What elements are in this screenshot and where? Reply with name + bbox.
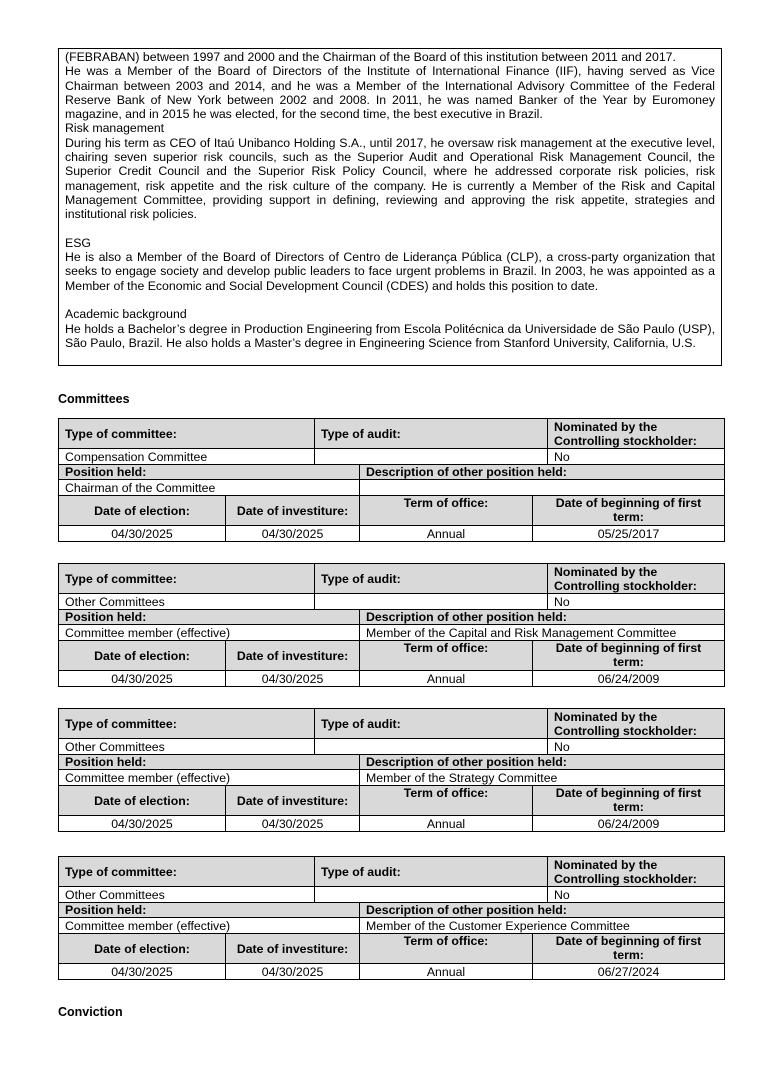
first-term-date-value: 06/24/2009	[533, 816, 725, 832]
committee-table	[58, 563, 725, 687]
academic-heading: Academic background	[65, 307, 187, 322]
first-term-date-value: 05/25/2017	[533, 526, 725, 542]
date-beginning-first-term-label: Date of beginning of first term:	[533, 934, 725, 964]
committee-type-value: Compensation Committee	[59, 449, 315, 465]
nominated-by-label: Nominated by the Controlling stockholder:	[548, 419, 725, 449]
term-value: Annual	[360, 816, 533, 832]
term-of-office-label: Term of office:	[360, 934, 533, 964]
type-of-committee-label: Type of committee:	[59, 564, 315, 594]
audit-type-value	[315, 594, 548, 610]
type-of-committee-label: Type of committee:	[59, 709, 315, 739]
position-held-value: Committee member (effective)	[59, 625, 360, 641]
type-of-audit-label: Type of audit:	[315, 419, 548, 449]
election-date-value: 04/30/2025	[59, 671, 226, 687]
esg-heading: ESG	[65, 235, 91, 250]
position-held-label: Position held:	[59, 610, 360, 625]
risk-heading: Risk management	[65, 121, 165, 136]
type-of-committee-label: Type of committee:	[59, 419, 315, 449]
conviction-heading: Conviction	[58, 1005, 123, 1019]
committee-table	[58, 418, 725, 542]
investiture-date-value: 04/30/2025	[226, 671, 360, 687]
election-date-value: 04/30/2025	[59, 964, 226, 980]
nominated-by-label: Nominated by the Controlling stockholder:	[548, 857, 725, 887]
esg-text: He is also a Member of the Board of Directors of Centro de Liderança Pública (CLP), a cross-party organization that seeks to engage society and develop public leaders to face urgent problems in Brazil. In 2003, he was appointed as a Member of the Economic and Social Development Council (CDES) and holds this position to date.	[65, 250, 715, 293]
nominated-value: No	[548, 594, 725, 610]
description-other-value	[360, 480, 725, 496]
committee-type-value: Other Committees	[59, 739, 315, 755]
description-other-label: Description of other position held:	[360, 610, 725, 625]
date-of-election-label: Date of election:	[59, 934, 226, 964]
position-held-value: Committee member (effective)	[59, 770, 360, 786]
bio-paragraph: He was a Member of the Board of Directors of the Institute of International Finance (IIF), having served as Vice Chairman between 2003 and 2014, and he was a Member of the International Advisory Committee of the Federal Reserve Bank of New York between 2002 and 2008. In 2011, he was named Banker of the Year by Euromoney magazine, and in 2015 he was elected, for the second time, the best executive in Brazil.	[65, 64, 715, 122]
election-date-value: 04/30/2025	[59, 816, 226, 832]
audit-type-value	[315, 887, 548, 903]
committee-table	[58, 856, 725, 980]
nominated-by-label: Nominated by the Controlling stockholder:	[548, 564, 725, 594]
election-date-value: 04/30/2025	[59, 526, 226, 542]
biography-box	[58, 48, 722, 366]
position-held-label: Position held:	[59, 903, 360, 918]
description-other-label: Description of other position held:	[360, 903, 725, 918]
position-held-value: Committee member (effective)	[59, 918, 360, 934]
academic-text: He holds a Bachelor’s degree in Production Engineering from Escola Politécnica da Universidade de São Paulo (USP), São Paulo, Brazil. He also holds a Master’s degree in Engineering Science from Stanford University, California, U.S.	[65, 321, 715, 350]
date-beginning-first-term-label: Date of beginning of first term:	[533, 641, 725, 671]
date-of-election-label: Date of election:	[59, 786, 226, 816]
nominated-value: No	[548, 449, 725, 465]
nominated-value: No	[548, 887, 725, 903]
description-other-label: Description of other position held:	[360, 465, 725, 480]
nominated-value: No	[548, 739, 725, 755]
date-beginning-first-term-label: Date of beginning of first term:	[533, 786, 725, 816]
first-term-date-value: 06/27/2024	[533, 964, 725, 980]
date-beginning-first-term-label: Date of beginning of first term:	[533, 496, 725, 526]
type-of-audit-label: Type of audit:	[315, 564, 548, 594]
description-other-label: Description of other position held:	[360, 755, 725, 770]
first-term-date-value: 06/24/2009	[533, 671, 725, 687]
risk-text: During his term as CEO of Itaú Unibanco Holding S.A., until 2017, he oversaw risk management at the executive level, chairing seven superior risk councils, such as the Superior Audit and Operational Risk Management Council, the Superior Credit Council and the Superior Risk Policy Council, where he addressed corporate risk policies, risk management, risk appetite and the risk culture of the company. He is currently a Member of the Risk and Capital Management Committee, providing support in defining, reviewing and approving the risk appetite, strategies and institutional risk policies.	[65, 135, 715, 222]
audit-type-value	[315, 449, 548, 465]
nominated-by-label: Nominated by the Controlling stockholder:	[548, 709, 725, 739]
type-of-audit-label: Type of audit:	[315, 709, 548, 739]
committee-table	[58, 708, 725, 832]
term-of-office-label: Term of office:	[360, 496, 533, 526]
audit-type-value	[315, 739, 548, 755]
committee-type-value: Other Committees	[59, 887, 315, 903]
term-of-office-label: Term of office:	[360, 641, 533, 671]
term-value: Annual	[360, 671, 533, 687]
position-held-label: Position held:	[59, 755, 360, 770]
type-of-audit-label: Type of audit:	[315, 857, 548, 887]
investiture-date-value: 04/30/2025	[226, 816, 360, 832]
date-of-investiture-label: Date of investiture:	[226, 934, 360, 964]
date-of-investiture-label: Date of investiture:	[226, 641, 360, 671]
term-value: Annual	[360, 964, 533, 980]
description-other-value: Member of the Strategy Committee	[360, 770, 725, 786]
date-of-election-label: Date of election:	[59, 641, 226, 671]
committees-heading: Committees	[58, 392, 130, 406]
description-other-value: Member of the Customer Experience Committee	[360, 918, 725, 934]
committee-type-value: Other Committees	[59, 594, 315, 610]
term-value: Annual	[360, 526, 533, 542]
investiture-date-value: 04/30/2025	[226, 964, 360, 980]
description-other-value: Member of the Capital and Risk Management Committee	[360, 625, 725, 641]
term-of-office-label: Term of office:	[360, 786, 533, 816]
date-of-investiture-label: Date of investiture:	[226, 496, 360, 526]
date-of-election-label: Date of election:	[59, 496, 226, 526]
bio-paragraph: (FEBRABAN) between 1997 and 2000 and the Chairman of the Board of this institution between 2011 and 2017.	[65, 50, 676, 64]
date-of-investiture-label: Date of investiture:	[226, 786, 360, 816]
position-held-label: Position held:	[59, 465, 360, 480]
investiture-date-value: 04/30/2025	[226, 526, 360, 542]
type-of-committee-label: Type of committee:	[59, 857, 315, 887]
position-held-value: Chairman of the Committee	[59, 480, 360, 496]
